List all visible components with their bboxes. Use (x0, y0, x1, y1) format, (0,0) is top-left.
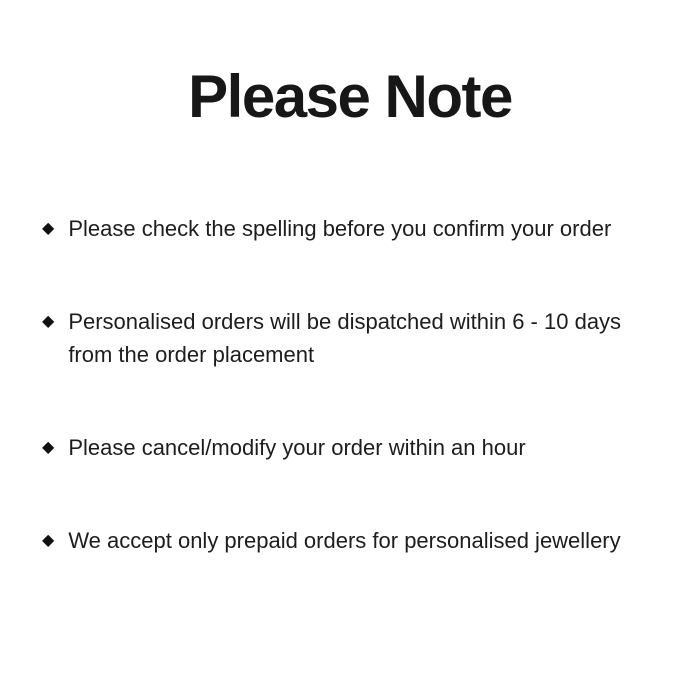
bullet-text (68, 431, 525, 464)
list-item (42, 524, 656, 557)
bullet-diamond-icon: ◆ (42, 220, 55, 237)
bullet-text (68, 524, 620, 557)
list-item (42, 431, 656, 464)
bullet-line: We accept only prepaid orders for personalised jewellery (68, 528, 621, 553)
bullet-line: from the order placement (68, 342, 315, 367)
bullet-list (42, 212, 656, 617)
bullet-text (68, 305, 621, 371)
page-title: Please Note (188, 63, 512, 130)
bullet-line: Please check the spelling before you confirm your order (68, 216, 612, 241)
list-item (42, 305, 656, 371)
bullet-line: Personalised orders will be dispatched within 6 - 10 days (68, 309, 622, 334)
bullet-diamond-icon: ◆ (42, 439, 55, 456)
bullet-diamond-icon: ◆ (42, 532, 55, 549)
list-item (42, 212, 656, 245)
bullet-diamond-icon: ◆ (42, 313, 55, 330)
bullet-line: Please cancel/modify your order within an hour (68, 435, 526, 460)
bullet-text (68, 212, 611, 245)
